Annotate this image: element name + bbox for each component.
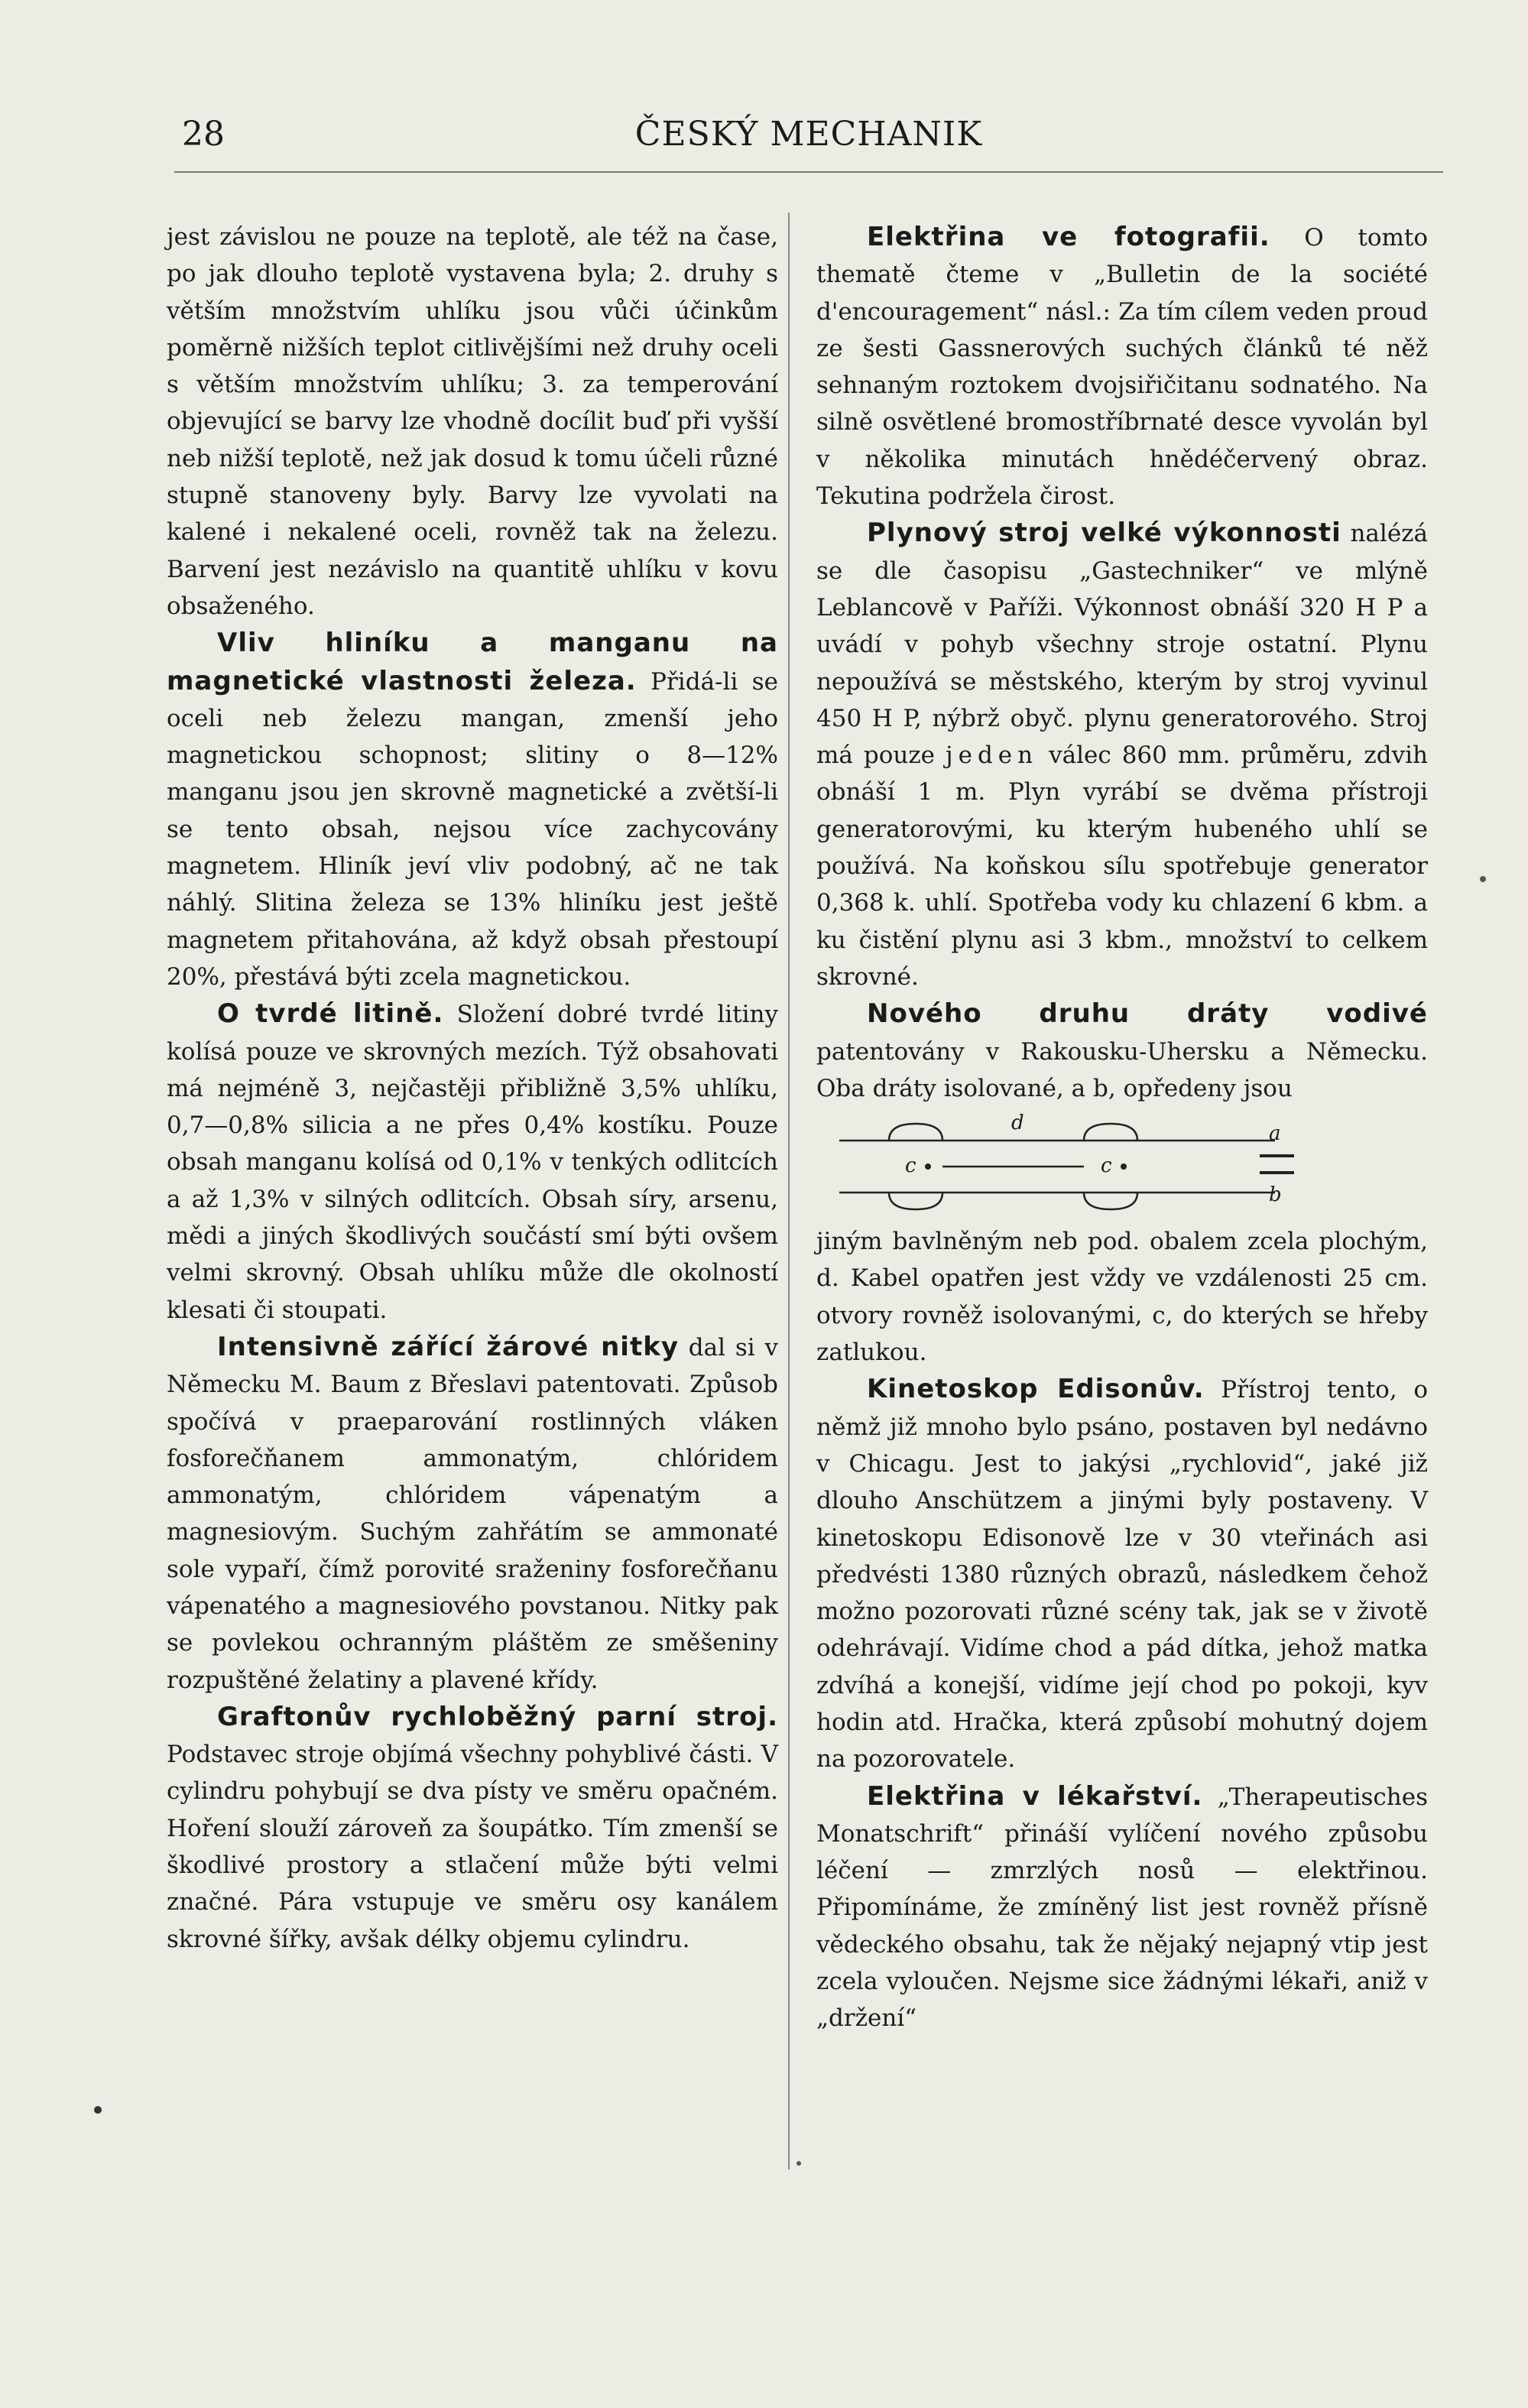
figure-label-c-right: c (1101, 1154, 1112, 1178)
figure-label-a: a (1269, 1122, 1281, 1146)
article-aluminium-manganese (167, 625, 778, 995)
article-heading: Vliv hliníku a manganu na magnetické vlastnosti železa. (167, 628, 778, 696)
spaced-word: jeden (946, 742, 1039, 770)
article-text: Podstavec stroje objímá všechny pohyblivé části. V cylindru pohybují se dva písty ve směru opačném. Hoření slouží zároveň za šoupátko. Tím zmenší se škodlivé prostory a stlačení může býti velmi značné. Pára vstupuje ve směru osy kanálem skrovné šířky, avšak délky objemu cylindru. (167, 1741, 778, 1953)
hole-dot-right (1121, 1163, 1127, 1170)
cable-diagram (816, 1108, 1428, 1223)
article-electricity-photography (816, 219, 1428, 514)
insulation-hole-bottom-left (889, 1193, 942, 1209)
article-heading: Graftonův rychloběžný parní stroj. (217, 1701, 778, 1732)
paragraph-text: jest závislou ne pouze na teplotě, ale též na čase, po jak dlouho teplotě vystavena byla; 2. druhy s větším množstvím uhlíku jsou vůči účinkům poměrně nižších teplot citlivějšími než druhy oceli s větším množstvím uhlíku; 3. za temperování objevující se barvy lze vhodně docílit buď při vyšší neb nižší teplotě, než jak dosud k tomu účeli různé stupně stanoveny byly. Barvy lze vyvolati na kalené i nekalené oceli, rovněž tak na železu. Barvení jest nezávislo na quantitě uhlíku v kovu obsaženého. (167, 223, 778, 620)
article-text: nalézá se dle časopisu „Gastechniker“ ve mlýně Leblancově v Paříži. Výkonnost obnáší 320 H P a uvádí v pohyb všechny stroje ostatní. Plynu nepoužívá se městského, kterým by stroj vyvinul 450 H P, nýbrž obyč. plynu generatorového. Stroj má pouze (816, 520, 1428, 770)
article-incandescent-filaments (167, 1329, 778, 1699)
figure-label-d: d (1011, 1112, 1024, 1135)
article-text: Složení dobré tvrdé litiny kolísá pouze ve skrovných mezích. Týž obsahovati má nejméně 3, nejčastěji přibližně 3,5% uhlíku, 0,7—0,8% silicia a ne přes 0,4% kostíku. Pouze obsah manganu kolísá od 0,1% v tenkých odlitcích a až 1,3% v silných odlitcích. Obsah síry, arsenu, mědi a jiných škodlivých součástí smí býti ovšem velmi skrovný. Obsah uhlíku může dle okolností klesati či stoupati. (167, 1001, 779, 1324)
header-rule (174, 171, 1443, 173)
figure-label-c-left: c (905, 1154, 916, 1178)
left-column (167, 219, 778, 1958)
article-heading: Plynový stroj velké výkonnosti (867, 518, 1341, 549)
insulation-hole-top-left (889, 1124, 942, 1141)
ink-speck (796, 2161, 801, 2166)
article-text: jiným bavlněným neb pod. obalem zcela plochým, d. Kabel opatřen jest vždy ve vzdálenosti 25 cm. otvory rovněž isolovanými, c, do kterých se hřeby zatlukou. (816, 1228, 1428, 1367)
article-text: Přidá-li se oceli neb železu mangan, zmenší jeho magnetickou schopnost; slitiny o 8—12% manganu jsou jen skrovně magnetické a zvětší-li se tento obsah, nejsou více zachycovány magnetem. Hliník jeví vliv podobný, ač ne tak náhlý. Slitina železa se 13% hliníku jest ještě magnetem přitahována, až když obsah přestoupí 20%, přestává býti zcela magnetickou. (167, 667, 779, 991)
article-text: patentovány v Rakousku-Uhersku a Německu. Oba dráty isolované, a b, opředeny jsou (816, 1037, 1428, 1102)
figure-label-b: b (1269, 1183, 1282, 1207)
hole-dot-left (925, 1163, 931, 1170)
insulation-hole-top-right (1084, 1124, 1137, 1141)
article-heading: Nového druhu dráty vodivé (867, 998, 1428, 1030)
article-conductive-wires-continued (816, 1223, 1428, 1371)
page-header (182, 115, 1436, 168)
article-heading: Elektřina ve fotografii. (867, 222, 1270, 252)
insulation-hole-bottom-right (1084, 1193, 1137, 1209)
ink-speck (94, 2106, 102, 2114)
article-conductive-wires (816, 995, 1428, 1107)
article-heading: Elektřina v lékařství. (867, 1780, 1203, 1812)
paragraph-steel-tempering (167, 219, 778, 625)
article-grafton-steam-engine (167, 1699, 778, 1958)
article-heading: Kinetoskop Edisonův. (867, 1374, 1205, 1405)
article-heading: Intensivně zářící žárové nitky (217, 1331, 679, 1362)
article-electricity-medicine (816, 1778, 1428, 2037)
article-heading: O tvrdé litině. (217, 998, 444, 1030)
article-hard-cast-iron (167, 995, 778, 1329)
article-kinetoscope (816, 1371, 1428, 1777)
article-gas-engine (816, 514, 1428, 995)
article-text: O tomto thematě čteme v „Bulletin de la société d'encouragement“ násl.: Za tím cílem veden proud ze šesti Gassnerových suchých článků té něž sehnaným roztokem dvojsiřičitanu sodnatého. Na silně osvětlené bromostříbrnaté desce vyvolán byl v několika minutách hnědéčervený obraz. Tekutina podržela čirost. (816, 224, 1428, 511)
article-text: „Therapeutisches Monatschrift“ přináší vylíčení nového způsobu léčení — zmrzlých nosů — elektřinou. Připomínáme, že zmíněný list jest rovněž přísně vědeckého obsahu, tak že nějaký nejapný vtip jest zcela vyloučen. Nejsme sice žádnými lékaři, aniž v „držení“ (816, 1783, 1428, 2033)
article-text: dal si v Německu M. Baum z Břeslavi patentovati. Způsob spočívá v praeparování rostlinných vláken fosforečňanem ammonatým, chlóridem ammonatým, chlóridem vápenatým a magnesiovým. Suchým zahřátím se ammonaté sole vypaří, čímž porovité sraženiny fosforečňanu vápenatého a magnesiového povstanou. Nitky pak se povlekou ochranným pláštěm ze směšeniny rozpuštěné želatiny a plavené křídy. (167, 1333, 778, 1694)
running-title: ČESKÝ MECHANIK (634, 115, 983, 154)
page-number: 28 (182, 115, 225, 154)
article-text-continued: válec 860 mm. průměru, zdvih obnáší 1 m. Plyn vyrábí se dvěma přístroji generatorovými, ku kterým hubeného uhlí se používá. Na koňskou sílu spotřebuje generator 0,368 k. uhlí. Spotřeba vody ku chlazení 6 kbm. a ku čistění plynu asi 3 kbm., množství to celkem skrovné. (816, 742, 1429, 991)
ink-speck (1480, 876, 1486, 882)
column-divider (788, 213, 790, 2169)
right-column (816, 219, 1428, 2037)
article-text: Přístroj tento, o němž již mnoho bylo psáno, postaven byl nedávno v Chicagu. Jest to jakýsi „rychlovid“, jaké již dlouho Anschützem a jinými byly postaveny. V kinetoskopu Edisonově lze v 30 vteřinách asi předvésti 1380 různých obrazů, následkem čehož možno pozorovati různé scény tak, jak se v životě odehrávají. Vidíme chod a pád dítka, jehož matka zdvíhá a konejší, vidíme její chod po pokoji, kyv hodin atd. Hračka, která způsobí mohutný dojem na pozorovatele. (816, 1376, 1428, 1774)
